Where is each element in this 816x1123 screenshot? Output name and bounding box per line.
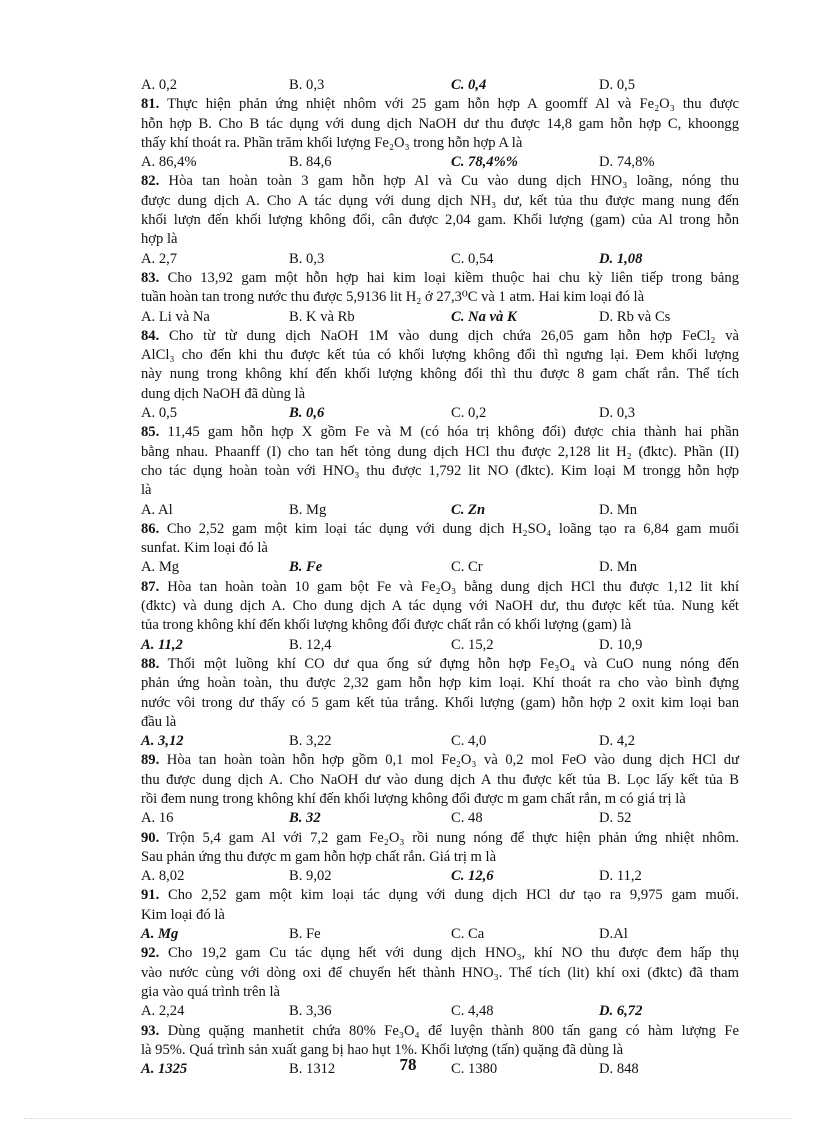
option-b: B. 9,02 — [289, 868, 332, 885]
question-number: 86. — [141, 520, 160, 537]
question-text: Kim loại đó là — [141, 906, 225, 923]
question-text: dung dịch NaOH đã dùng là — [141, 385, 306, 402]
question-text-line — [117, 288, 739, 307]
question-text: vào nước cùng với dòng oxi để chuyển hết thành HNO₃. Thể tích (lit) khí oxi (đktc) đã tham — [141, 964, 739, 981]
option-d: D. 10,9 — [599, 636, 643, 653]
question-text: Thổi một luồng khí CO dư qua ống sứ đựng hỗn hợp Fe₃O₄ và CuO nung nóng đến — [167, 655, 739, 672]
question-text-line — [117, 848, 739, 867]
option-d: D. Mn — [599, 559, 638, 576]
question-text-line — [117, 346, 739, 365]
question-90 — [117, 829, 739, 868]
question-text: sunfat. Kim loại đó là — [141, 540, 268, 557]
question-text: thấy khí thoát ra. Phần trăm khối lượng Fe₂O₃ trong hỗn hợp A là — [141, 134, 523, 151]
question-text-line — [117, 886, 739, 905]
question-text-line — [117, 944, 739, 963]
option-b: B. 1312 — [289, 1061, 336, 1078]
question-text-line — [117, 172, 739, 191]
question-text-line — [117, 462, 739, 481]
option-c: C. Cr — [451, 559, 483, 576]
question-text: Dùng quặng manhetit chứa 80% Fe₃O₄ để luyện thành 800 tấn gang có hàm lượng Fe — [167, 1022, 739, 1039]
answer-options — [117, 636, 739, 655]
question-number: 93. — [141, 1022, 160, 1039]
answer-options — [117, 925, 739, 944]
answer-options — [117, 308, 739, 327]
question-number: 92. — [141, 945, 160, 962]
answer-options — [117, 732, 739, 751]
option-c: C. 0,54 — [451, 250, 494, 267]
question-86 — [117, 520, 739, 559]
question-list — [117, 76, 739, 1079]
question-text-line — [117, 423, 739, 442]
option-a: A. 2,7 — [141, 250, 178, 267]
question-text: Hòa tan hoàn toàn 3 gam hỗn hợp Al và Cu vào dung dịch HNO₃ loãng, nóng thu — [168, 173, 740, 190]
question-text: được dung dịch A. Cho A tác dụng với dung dịch NH₃ dư, kết tủa thu được mang nung đến — [141, 192, 739, 209]
question-text: AlCl₃ cho đến khi thu được kết tủa có khối lượng không đổi thì ngưng lại. Đem khối lượng — [141, 347, 739, 364]
question-number: 89. — [141, 752, 160, 769]
option-c: C. 1380 — [451, 1061, 498, 1078]
question-text-line — [117, 192, 739, 211]
question-text: phản ứng hoàn toàn, thu được 2,32 gam hỗn hợp kim loại. Khí thoát ra cho vào bình đựng — [141, 675, 739, 692]
answer-options — [117, 404, 739, 423]
question-83 — [117, 269, 739, 308]
question-text-line — [117, 327, 739, 346]
answer-options — [117, 1002, 739, 1021]
option-b: B. 3,36 — [289, 1003, 332, 1020]
option-b: B. 0,6 — [289, 405, 325, 422]
question-92 — [117, 944, 739, 1002]
question-number: 85. — [141, 424, 160, 441]
option-a: A. Li và Na — [141, 308, 210, 325]
option-d: D. 1,08 — [599, 250, 643, 267]
option-a: A. 0,2 — [141, 77, 178, 93]
question-number: 87. — [141, 578, 160, 595]
question-text: rồi đem nung trong không khí đến khối lượng không đổi được m gam chất rắn, m có giá trị là — [141, 790, 686, 807]
page-number: 78 — [399, 1055, 417, 1074]
option-c: C. 78,4%% — [451, 154, 518, 171]
option-c: C. 0,2 — [451, 405, 487, 422]
option-d: D. 52 — [599, 810, 632, 827]
answer-options — [117, 501, 739, 520]
question-text-line — [117, 616, 739, 635]
question-text: hỗn hợp B. Cho B tác dụng với dung dịch NaOH dư thu được 14,8 gam hỗn hợp C, khoongg — [141, 115, 739, 132]
question-number: 84. — [141, 327, 160, 344]
question-text: gia vào quá trình trên là — [141, 983, 280, 1000]
question-text: Hòa tan hoàn toàn hỗn hợp gồm 0,1 mol Fe₂O₃ và 0,2 mol FeO vào dung dịch HCl dư — [166, 752, 739, 769]
option-b: B. Fe — [289, 926, 321, 943]
option-c: C. 0,4 — [451, 77, 487, 93]
question-text: này nung trong không khí đến khối lượng không đổi thì thu được 8 gam chất rắn. Thể tích — [141, 366, 739, 383]
question-text-line — [117, 790, 739, 809]
option-a: A. 8,02 — [141, 868, 185, 885]
answer-options — [117, 809, 739, 828]
question-text: hợp là — [141, 231, 178, 248]
question-number: 90. — [141, 829, 160, 846]
option-d: D. 0,3 — [599, 405, 636, 422]
question-number: 81. — [141, 96, 160, 113]
question-84 — [117, 327, 739, 404]
question-text: Hòa tan hoàn toàn 10 gam bột Fe và Fe₂O₃ bằng dung dịch HCl thu được 1,12 lit khí — [167, 578, 739, 595]
question-text-line — [117, 751, 739, 770]
question-text-line — [117, 134, 739, 153]
question-text-line — [117, 1022, 739, 1041]
option-a: A. 2,24 — [141, 1003, 185, 1020]
question-text-line — [117, 713, 739, 732]
option-d: D. Mn — [599, 501, 638, 518]
question-text-line — [117, 385, 739, 404]
question-text: Cho 19,2 gam Cu tác dụng hết với dung dịch HNO₃, khí NO thu được đem hấp thụ — [168, 945, 739, 962]
option-c: C. 4,48 — [451, 1003, 494, 1020]
question-text: đầu là — [141, 713, 177, 730]
option-b: B. 0,3 — [289, 77, 325, 93]
footer-divider — [24, 1118, 792, 1119]
option-c: C. Zn — [451, 501, 486, 518]
question-text-line — [117, 655, 739, 674]
option-c: C. 4,0 — [451, 733, 487, 750]
question-88 — [117, 655, 739, 732]
option-a: A. 0,5 — [141, 405, 178, 422]
question-text-line — [117, 481, 739, 500]
question-text: Cho 13,92 gam một hỗn hợp hai kim loại kiềm thuộc hai chu kỳ liên tiếp trong bảng — [167, 269, 739, 286]
option-c: C. 12,6 — [451, 868, 494, 885]
option-c: C. Na và K — [451, 308, 517, 325]
question-text: Trộn 5,4 gam Al với 7,2 gam Fe₂O₃ rồi nung nóng để thực hiện phản ứng nhiệt nhôm. — [166, 829, 739, 846]
option-a: A. Mg — [141, 559, 180, 576]
answer-options — [117, 558, 739, 577]
question-text: tuần hoàn tan trong nước thu được 5,9136 lit H₂ ở 27,3⁰C và 1 atm. Hai kim loại đó là — [141, 289, 645, 306]
question-text-line — [117, 983, 739, 1002]
option-d: D. 6,72 — [599, 1003, 643, 1020]
option-d: D. Rb và Cs — [599, 308, 671, 325]
option-a: A. 1325 — [141, 1061, 188, 1078]
question-text: Cho 2,52 gam một kim loại tác dụng với dung dịch H₂SO₄ loãng tạo ra 6,84 gam muối — [166, 520, 739, 537]
question-82 — [117, 172, 739, 249]
option-b: B. K và Rb — [289, 308, 355, 325]
question-text: cho tác dụng hoàn toàn với HNO₃ thu được 1,792 lit NO (đktc). Kim loại M trongg hỗn hợp — [141, 462, 739, 479]
question-text-line — [117, 964, 739, 983]
question-text-line — [117, 365, 739, 384]
option-c: C. 15,2 — [451, 636, 494, 653]
answer-options — [117, 867, 739, 886]
question-text-line — [117, 674, 739, 693]
answer-options — [117, 153, 739, 172]
question-text: bằng nhau. Phaanff (I) cho tan hết tỏng dung dịch HCl thu được 2,128 lit H₂ (đktc). Phần (II) — [141, 443, 739, 460]
answer-options — [117, 76, 739, 95]
question-text: Cho từ từ dung dịch NaOH 1M vào dung dịch chứa 26,05 gam hỗn hợp FeCl₂ và — [169, 327, 739, 344]
option-b: B. Fe — [289, 559, 323, 576]
question-text-line — [117, 578, 739, 597]
option-c: C. 48 — [451, 810, 483, 827]
question-text: tủa trong không khí đến khối lượng không đổi được chất rắn có khối lượng (gam) là — [141, 617, 632, 634]
question-text: (đktc) và dung dịch A. Cho dung dịch A tác dụng với NaOH dư, thu được kết tủa. Nung kết — [141, 598, 739, 615]
option-d: D.Al — [599, 926, 628, 943]
question-87 — [117, 578, 739, 636]
question-85 — [117, 423, 739, 500]
question-91 — [117, 886, 739, 925]
question-text-line — [117, 829, 739, 848]
option-d: D. 848 — [599, 1061, 639, 1078]
question-text-line — [117, 520, 739, 539]
option-a: A. Al — [141, 501, 173, 518]
question-text-line — [117, 694, 739, 713]
question-number: 82. — [141, 173, 160, 190]
question-text-line — [117, 211, 739, 230]
option-a: A. Mg — [141, 926, 179, 943]
question-text: Cho 2,52 gam một kim loại tác dụng với dung dịch HCl dư tạo ra 9,975 gam muối. — [168, 887, 739, 904]
question-text: Thực hiện phản ứng nhiệt nhôm với 25 gam hỗn hợp A goomff Al và Fe₂O₃ thu được — [167, 96, 739, 113]
option-d: D. 11,2 — [599, 868, 642, 885]
question-number: 91. — [141, 887, 160, 904]
question-text: là 95%. Quá trình sản xuất gang bị hao hụt 1%. Khối lượng (tấn) quặng đã dùng là — [141, 1041, 624, 1058]
option-b: B. 0,3 — [289, 250, 325, 267]
option-a: A. 16 — [141, 810, 174, 827]
question-text: khối lượn đến khối lượng không đổi, cân được 2,04 gam. Khối lượng (gam) của Al trong hỗn — [141, 212, 739, 229]
question-text: 11,45 gam hỗn hợp X gồm Fe và M (có hóa trị không đổi) được chia thành hai phần — [167, 424, 739, 441]
option-d: D. 0,5 — [599, 77, 636, 93]
option-a: A. 11,2 — [141, 636, 183, 653]
question-89 — [117, 751, 739, 809]
question-text-line — [117, 95, 739, 114]
option-c: C. Ca — [451, 926, 485, 943]
question-text-line — [117, 230, 739, 249]
option-b: B. 84,6 — [289, 154, 332, 171]
question-number: 88. — [141, 655, 160, 672]
question-text-line — [117, 115, 739, 134]
question-text-line — [117, 443, 739, 462]
option-b: B. 12,4 — [289, 636, 332, 653]
option-b: B. 3,22 — [289, 733, 332, 750]
question-text: nước vôi trong dư thấy có 5 gam kết tủa trắng. Khối lượng (gam) hỗn hợp 2 oxit kim loại ban — [141, 694, 739, 711]
question-number: 83. — [141, 269, 160, 286]
question-text: là — [141, 482, 152, 499]
option-a: A. 3,12 — [141, 733, 184, 750]
question-text: Sau phản ứng thu được m gam hỗn hợp chất rắn. Giá trị m là — [141, 848, 497, 865]
question-81 — [117, 95, 739, 153]
question-text-line — [117, 597, 739, 616]
question-text-line — [117, 771, 739, 790]
question-text: thu được dung dịch A. Cho NaOH dư vào dung dịch A thu được kết tủa B. Lọc lấy kết tủa B — [141, 771, 739, 788]
option-b: B. 32 — [289, 810, 321, 827]
option-a: A. 86,4% — [141, 154, 197, 171]
question-text-line — [117, 906, 739, 925]
option-d: D. 74,8% — [599, 154, 655, 171]
question-text-line — [117, 269, 739, 288]
question-text-line — [117, 539, 739, 558]
option-b: B. Mg — [289, 501, 327, 518]
answer-options — [117, 250, 739, 269]
option-d: D. 4,2 — [599, 733, 636, 750]
